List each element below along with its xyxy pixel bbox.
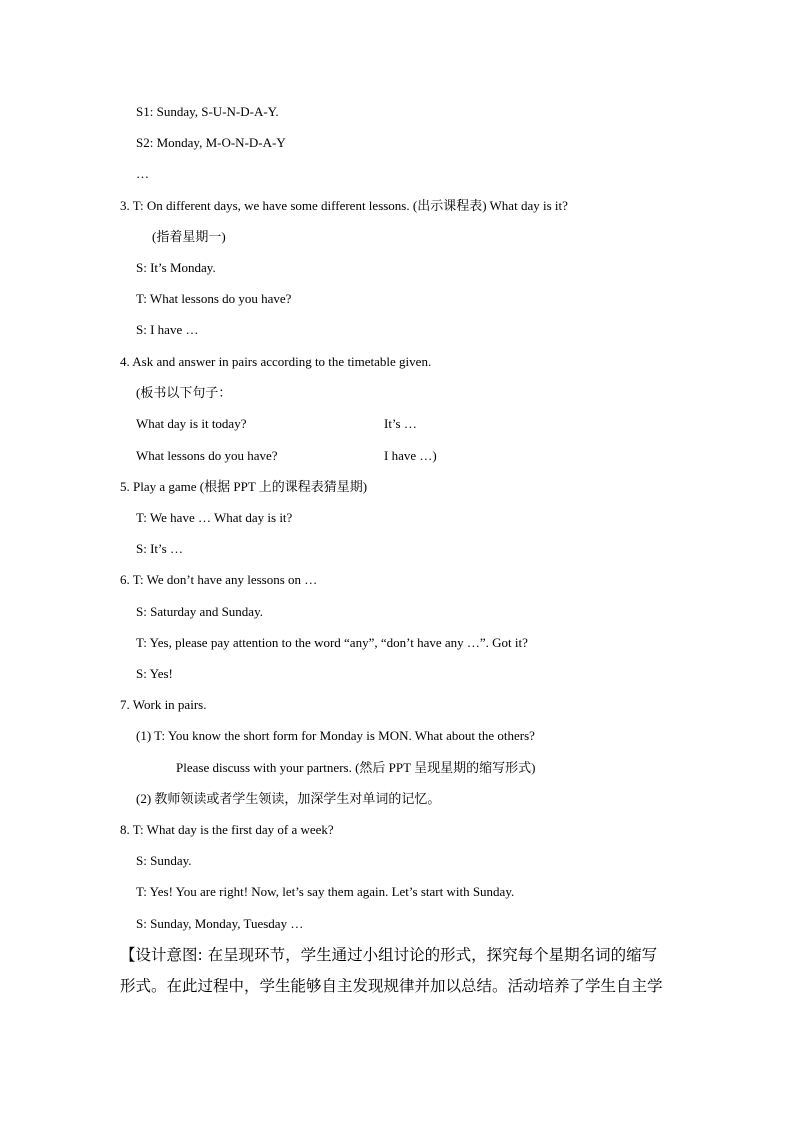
dialogue-line-s2: S2: Monday, M-O-N-D-A-Y xyxy=(136,135,286,150)
step-6-student-2: S: Yes! xyxy=(136,666,173,681)
step-3-student-reply: S: It’s Monday. xyxy=(136,260,216,275)
step-4-answer-2: I have …) xyxy=(384,448,437,463)
step-4-board-note: (板书以下句子： xyxy=(136,385,232,400)
step-7-sub-1-cont: Please discuss with your partners. (然后 PPT 呈现星期的缩写形式) xyxy=(176,760,536,775)
step-6-teacher: T: Yes, please pay attention to the word “any”, “don’t have any …”. Got it? xyxy=(136,635,528,650)
step-4-question-1: What day is it today? xyxy=(136,416,247,431)
step-8-student-1: S: Sunday. xyxy=(136,853,192,868)
step-8-teacher: T: Yes! You are right! Now, let’s say them again. Let’s start with Sunday. xyxy=(136,884,515,899)
design-intent-line-1: 【设计意图: 在呈现环节，学生通过小组讨论的形式，探究每个星期名词的缩写 xyxy=(120,946,658,964)
step-4-question-2: What lessons do you have? xyxy=(136,448,278,463)
dialogue-line-s1: S1: Sunday, S-U-N-D-A-Y. xyxy=(136,104,279,119)
step-6-heading: 6. T: We don’t have any lessons on … xyxy=(120,572,318,587)
step-7-heading: 7. Work in pairs. xyxy=(120,697,207,712)
step-5-heading: 5. Play a game (根据 PPT 上的课程表猜星期) xyxy=(120,479,368,494)
step-7-sub-1: (1) T: You know the short form for Monday is MON. What about the others? xyxy=(136,728,535,743)
step-3-teacher-question: T: What lessons do you have? xyxy=(136,291,292,306)
step-5-student: S: It’s … xyxy=(136,541,183,556)
step-4-answer-1: It’s … xyxy=(384,416,417,431)
step-3-heading: 3. T: On different days, we have some different lessons. (出示课程表) What day is it? xyxy=(120,198,568,213)
step-8-heading: 8. T: What day is the first day of a week? xyxy=(120,822,334,837)
design-intent-line-2: 形式。在此过程中，学生能够自主发现规律并加以总结。活动培养了学生自主学 xyxy=(120,977,663,995)
ellipsis-line: … xyxy=(136,166,149,181)
step-4-heading: 4. Ask and answer in pairs according to the timetable given. xyxy=(120,354,432,369)
step-7-sub-2: (2) 教师领读或者学生领读，加深学生对单词的记忆。 xyxy=(136,791,441,806)
step-3-note: (指着星期一) xyxy=(152,229,226,244)
step-6-student-1: S: Saturday and Sunday. xyxy=(136,604,263,619)
step-8-student-2: S: Sunday, Monday, Tuesday … xyxy=(136,916,304,931)
step-3-student-answer: S: I have … xyxy=(136,322,199,337)
step-5-teacher: T: We have … What day is it? xyxy=(136,510,293,525)
